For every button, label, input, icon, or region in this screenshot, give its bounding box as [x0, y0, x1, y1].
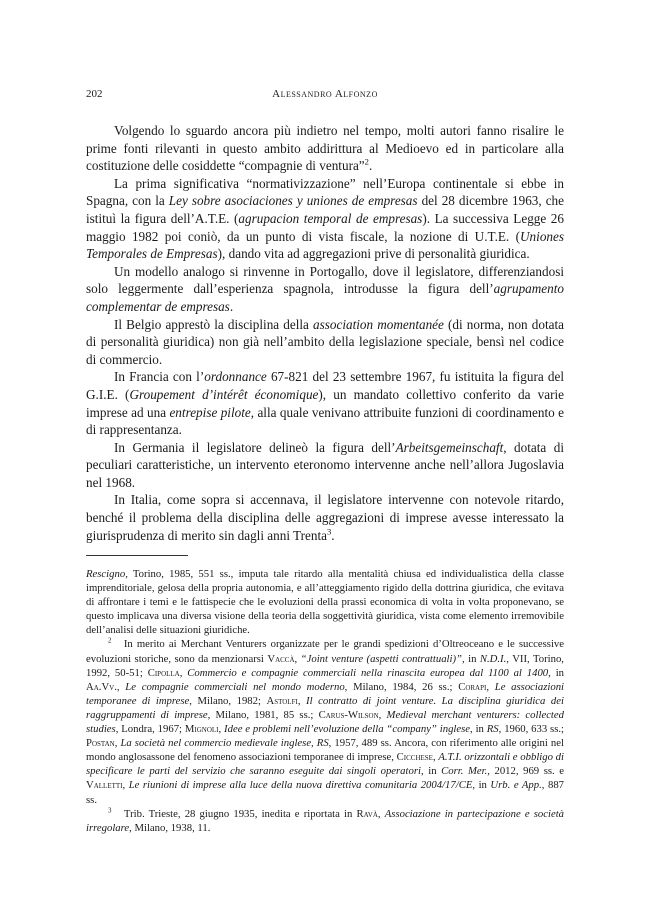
footnote-ref: 2	[364, 156, 369, 167]
running-header	[86, 86, 564, 102]
footnotes	[86, 567, 564, 835]
footnote-ref: 3	[327, 526, 332, 537]
footnote-continuation: Rescigno, Torino, 1985, 551 ss., imputa tale ritardo alla mentalità chiusa ed individualistica della classe imprenditoriale, gelosa della propria autonomia, e all’atteggiamento rigido della dottrina giuridica, che evitava di affrontare i temi e le fattispecie che le evoluzioni della prassi economica di volta in volta proponevano, se questo implicava una diversa visione della teoria della soggettività giuridica, vista come elemento irremovibile dell’analisi delle situazioni giuridiche.	[86, 568, 564, 637]
paragraph: In Italia, come sopra si accennava, il legislatore intervenne con notevole ritardo, benché il problema della disciplina delle aggregazioni di imprese avesse interessato la giurisprudenza di merito sin dagli anni Trenta$^3$.	[86, 492, 564, 543]
paragraph: Il Belgio apprestò la disciplina della association momentanée (di norma, non dotata di personalità giuridica) non già nell’ambito della legislazione speciale, bensì nel codice di commercio.	[86, 316, 564, 367]
footnote-3: $^3$ Trib. Trieste, 28 giugno 1935, inedita e riportata in Ravà, Associazione in partecipazione e società irregolare, Milano, 1938, 11.	[86, 806, 565, 834]
paragraph: La prima significativa “normativizzazione” nell’Europa continentale si ebbe in Spagna, con la Ley sobre asociaciones y uniones de empresas del 28 dicembre 1963, che istituì la figura dell’A.T.E. (agrupacion temporal de empresas). La successiva Legge 26 maggio 1982 poi coniò, da un punto di vista fiscale, la nozione di U.T.E. (Uniones Temporales de Empresas), dando vita ad aggregazioni prive di personalità giuridica.	[86, 175, 565, 262]
main-text	[86, 122, 564, 544]
paragraph: Volgendo lo sguardo ancora più indietro nel tempo, molti autori fanno risalire le prime fonti rilevanti in questo ambito addirittura al Medioevo ed in particolare alla costituzione delle cosiddette “compagnie di ventura”$^2$.	[86, 123, 564, 174]
paragraph: Un modello analogo si rinvenne in Portogallo, dove il legislatore, differenziandosi solo leggermente dall’esperienza spagnola, introdusse la figura dell’agrupamento complementar de empresas.	[86, 263, 564, 314]
footnote-separator	[86, 555, 188, 556]
paragraph: In Francia con l’ordonnance 67-821 del 23 settembre 1967, fu istituita la figura del G.I.E. (Groupement d’intérêt économique), un mandato collettivo conferito da varie imprese ad una entrepise pilote, alla quale venivano attribuite funzioni di coordinamento e di rappresentanza.	[86, 369, 565, 438]
page-number: 202	[86, 88, 103, 100]
footnote-number: 3	[108, 806, 112, 815]
paragraph: In Germania il legislatore delineò la figura dell’Arbeitsgemeinschaft, dotata di peculiari caratteristiche, un intervento eteronomo intervenne anche nell’allora Jugoslavia nel 1968.	[86, 439, 565, 490]
running-author: Alessandro Alfonzo	[272, 88, 378, 100]
footnote-number: 2	[108, 636, 112, 645]
footnote-2: $^2$ In merito ai Merchant Venturers organizzate per le grandi spedizioni d’Oltreoceano e le successive evoluzioni storiche, sono da menzionarsi Vaccà, “Joint venture (aspetti contrattuali)”, in N.D.I., VII, Torino, 1992, 50-51; Cipolla, Commercio e compagnie commerciali nella rinascita europea dal 1100 al 1400, in Aa.Vv., Le compagnie commerciali nel mondo moderno, Milano, 1984, 26 ss.; Corapi, Le associazioni temporanee di imprese, Milano, 1982; Astolfi, Il contratto di joint venture. La disciplina giuridica dei raggruppamenti di imprese, Milano, 1981, 85 ss.; Carus-Wilson, Medieval merchant venturers: collected studies, Londra, 1967; Mignoli, Idee e problemi nell’evoluzione della “company” inglese, in RS, 1960, 633 ss.; Postan, La società nel commercio medievale inglese, RS, 1957, 489 ss. Ancora, con riferimento alle origini nel mondo anglosassone del fenomeno associazioni temporanee di imprese, Cicchese, A.T.I. orizzontali e obbligo di specificare le parti del servizio che saranno eseguite dai singoli operatori, in Corr. Mer., 2012, 969 ss. e Valletti, Le riunioni di imprese alla luce della nuova direttiva comunitaria 2004/17/CE, in Urb. e App., 887 ss.	[86, 636, 565, 806]
